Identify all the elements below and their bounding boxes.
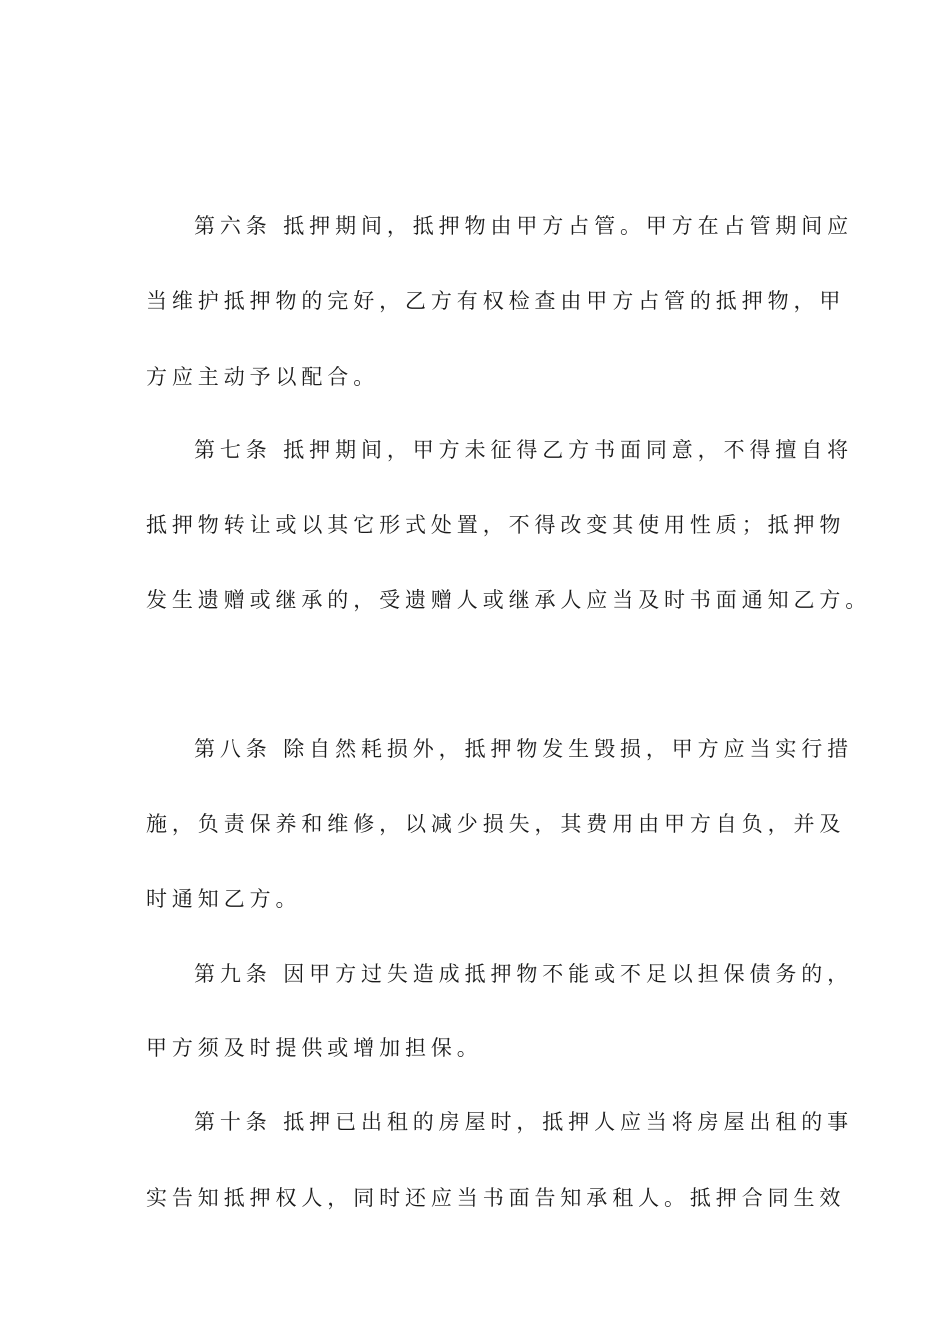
article-10-line-2: 实告知抵押权人，同时还应当书面告知承租人。抵押合同生效 [146, 1186, 846, 1210]
article-8-line-2: 施，负责保养和维修，以减少损失，其费用由甲方自负，并及 [146, 812, 846, 836]
article-10-line-1: 第十条 抵押已出租的房屋时，抵押人应当将房屋出租的事 [194, 1110, 854, 1134]
article-8-line-3: 时通知乙方。 [146, 887, 302, 911]
article-8-line-1: 第八条 除自然耗损外，抵押物发生毁损，甲方应当实行措 [194, 737, 854, 761]
article-6-line-2: 当维护抵押物的完好，乙方有权检查由甲方占管的抵押物，甲 [146, 289, 846, 313]
article-9-line-1: 第九条 因甲方过失造成抵押物不能或不足以担保债务的， [194, 962, 854, 986]
article-6-line-1: 第六条 抵押期间，抵押物由甲方占管。甲方在占管期间应 [194, 214, 854, 238]
article-7-line-2: 抵押物转让或以其它形式处置，不得改变其使用性质；抵押物 [146, 513, 846, 537]
article-6-line-3: 方应主动予以配合。 [146, 365, 380, 389]
article-7-line-3: 发生遗赠或继承的，受遗赠人或继承人应当及时书面通知乙方。 [146, 588, 872, 612]
article-7-line-1: 第七条 抵押期间，甲方未征得乙方书面同意，不得擅自将 [194, 438, 854, 462]
article-9-line-2: 甲方须及时提供或增加担保。 [146, 1036, 483, 1060]
